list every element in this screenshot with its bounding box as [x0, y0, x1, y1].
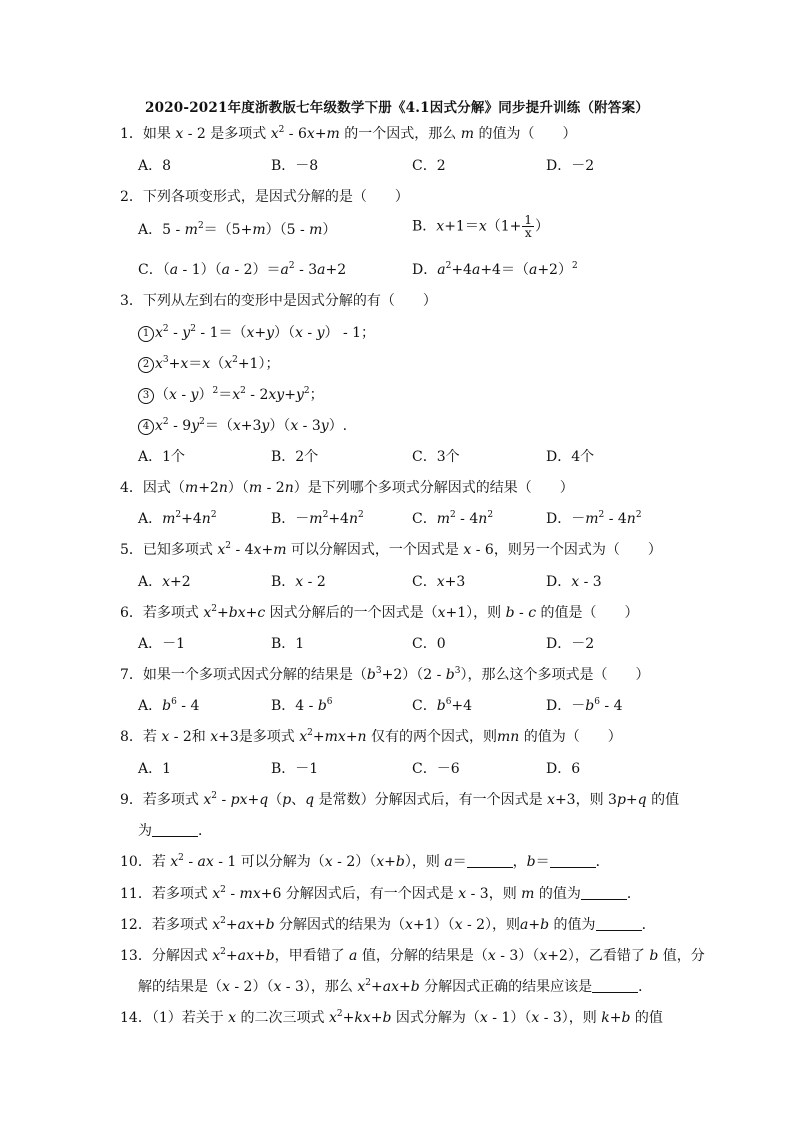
q1-option-a: A．8	[138, 158, 172, 174]
question-11: 11．若多项式 $x^2 - mx+6$ 分解因式后，有一个因式是 x - 3，则 m 的值为 ．	[120, 885, 641, 902]
q7-option-b: B．$4 - b^6$	[271, 697, 333, 714]
q4-option-a: A．$m^2+4n^2$	[138, 510, 217, 527]
question-9-cont: 为 ．	[138, 823, 212, 839]
q4-option-c: C．$m^2 - 4n^2$	[412, 510, 494, 527]
question-1: 1．如果 x - 2 是多项式 $x^2 - 6x+m$ 的一个因式，那么 m 的值为（ ）	[120, 125, 577, 142]
document-title: 2020-2021年度浙教版七年级数学下册《4.1因式分解》同步提升训练（附答案）	[145, 100, 649, 116]
q3-item-4: 4 $x^2 - 9y^2=(x+3y)(x - 3y)$.	[138, 417, 347, 435]
q1-option-d: D．－2	[546, 158, 595, 174]
question-6: 6．若多项式 $x^2+bx+c$ 因式分解后的一个因式是（x+1），则 b - c 的值是（ ）	[120, 604, 639, 621]
q2-option-b: B．x+1＝x（1+ $\frac{1}{x}$ ）	[412, 213, 550, 240]
q3-option-d: D．4个	[546, 449, 595, 465]
q5-option-c: C．x+3	[412, 574, 466, 590]
q7-option-d: D．$-b^6 - 4$	[546, 697, 623, 714]
q5-option-d: D．x - 3	[546, 574, 602, 590]
q5-option-b: B．x - 2	[271, 574, 326, 590]
question-9: 9．若多项式 $x^2 - px+q(p$、q 是常数）分解因式后，有一个因式是 x+3，则 3p+q 的值	[120, 791, 680, 808]
q6-option-a: A．－1	[138, 636, 186, 652]
q8-option-c: C．－6	[412, 761, 460, 777]
question-2: 2．下列各项变形式，是因式分解的是（ ）	[120, 189, 409, 205]
question-3: 3．下列从左到右的变形中是因式分解的有（ ）	[120, 293, 437, 309]
q8-option-d: D．6	[546, 761, 581, 777]
q4-option-d: D．$-m^2 - 4n^2$	[546, 510, 642, 527]
question-7: 7．如果一个多项式因式分解的结果是$(b^3+2)(2 - b^3)$，那么这个多项式是（ ）	[120, 666, 650, 683]
question-12: 12．若多项式 $x^2+ax+b$ 分解因式的结果为（x+1）（x - 2），则a+b 的值为 ．	[120, 916, 656, 933]
q1-option-c: C．2	[412, 158, 446, 174]
q3-option-b: B．2个	[271, 449, 319, 465]
q8-option-b: B．－1	[271, 761, 319, 777]
q3-option-a: A．1个	[138, 449, 186, 465]
question-10: 10．若 $x^2$ - ax - 1 可以分解为（x - 2）（x+b），则 a＝ ，b＝ ．	[120, 853, 610, 870]
question-5: 5．已知多项式 $x^2 - 4x+m$ 可以分解因式，一个因式是 x - 6，则另一个因式为（ ）	[120, 541, 662, 558]
q6-option-d: D．－2	[546, 636, 595, 652]
q7-option-a: A．$b^6 - 4$	[138, 697, 200, 714]
q2-option-c: C．$(a - 1)(a - 2)=a^2 - 3a+2$	[138, 261, 347, 278]
q2-option-a: A．$5 - m^2=(5+m)(5 - m)$	[138, 221, 337, 238]
q1-option-b: B．－8	[271, 158, 319, 174]
question-14: 14．（1）若关于 x 的二次三项式 $x^2+kx+b$ 因式分解为（x - 1）（x - 3），则 k+b 的值	[120, 1009, 663, 1026]
q8-option-a: A．1	[138, 761, 172, 777]
q7-option-c: C．$b^6+4$	[412, 697, 473, 714]
question-8: 8．若 x - 2和 x+3是多项式 $x^2+mx+n$ 仅有的两个因式，则mn 的值为（ ）	[120, 728, 622, 745]
question-13: 13．分解因式 $x^2+ax+b$，甲看错了 a 值，分解的结果是（x - 3）（x+2），乙看错了 b 值，分	[120, 947, 705, 964]
q3-option-c: C．3个	[412, 449, 460, 465]
q3-item-1: 1 $x^2 - y^2 - 1=(x+y)(x - y) - 1$；	[138, 324, 375, 342]
question-4: 4．因式（m+2n）（m - 2n）是下列哪个多项式分解因式的结果（ ）	[120, 480, 574, 496]
q3-item-2: 2 $x^3+x=x(x^2+1)$；	[138, 355, 279, 373]
q4-option-b: B．$-m^2+4n^2$	[271, 510, 364, 527]
q6-option-c: C．0	[412, 636, 446, 652]
q3-item-3: 3 $(x - y)^2=x^2 - 2xy+y^2$；	[138, 386, 324, 404]
q5-option-a: A．x+2	[138, 574, 191, 590]
q2-option-d: D．$a^2+4a+4=(a+2)^2$	[412, 261, 578, 278]
q6-option-b: B．1	[271, 636, 305, 652]
question-13-cont: 解的结果是（x - 2）（x - 3），那么 $x^2+ax+b$ 分解因式正确的结果应该是 ．	[138, 978, 653, 995]
